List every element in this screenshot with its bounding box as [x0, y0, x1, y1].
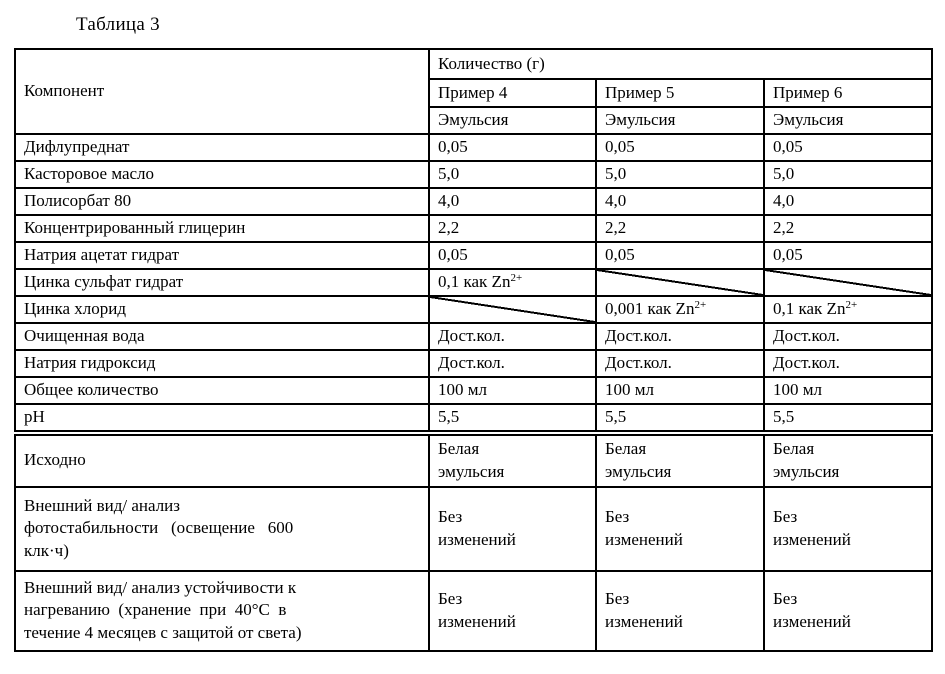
value-cell [764, 296, 932, 323]
value-cell: 4,0 [429, 188, 596, 215]
table-row-zinc-chloride [15, 296, 932, 323]
table-row-photostability [15, 487, 932, 571]
diagonal-strikethrough-cell [429, 296, 596, 323]
table-row-heat-stability [15, 571, 932, 651]
row-label: pH [15, 404, 429, 433]
table-row-zinc-sulfate [15, 269, 932, 296]
value-cell: 0,05 [596, 242, 764, 269]
value-cell: 100 мл [596, 377, 764, 404]
value-cell: 5,5 [596, 404, 764, 433]
value-cell: Без изменений [429, 571, 596, 651]
zn-superscript: 2+ [845, 299, 858, 312]
page-title: Таблица 3 [76, 14, 160, 35]
value-cell: Дост.кол. [764, 350, 932, 377]
table-row-initial [15, 433, 932, 487]
example-6-header-cell: Пример 6 [764, 79, 932, 107]
value-cell: Дост.кол. [429, 323, 596, 350]
value-cell: Дост.кол. [764, 323, 932, 350]
value-cell: Без изменений [764, 487, 932, 571]
components-table [14, 48, 933, 652]
row-label: Натрия ацетат гидрат [15, 242, 429, 269]
value-cell: Дост.кол. [596, 350, 764, 377]
row-label: Дифлупреднат [15, 134, 429, 161]
row-label: Цинка хлорид [15, 296, 429, 323]
zn-superscript: 2+ [694, 299, 707, 312]
value-cell: 100 мл [764, 377, 932, 404]
value-cell: 5,5 [429, 404, 596, 433]
value-cell: 2,2 [429, 215, 596, 242]
value-cell: Без изменений [596, 571, 764, 651]
table-row-purified-water [15, 323, 932, 350]
header-row-quantity [15, 49, 932, 79]
value-cell: Без изменений [596, 487, 764, 571]
diagonal-strikethrough-cell [764, 269, 932, 296]
value-cell [429, 269, 596, 296]
diagonal-strikethrough-cell [596, 269, 764, 296]
example-4-header-cell: Пример 4 [429, 79, 596, 107]
row-label: Очищенная вода [15, 323, 429, 350]
row-label: Внешний вид/ анализ устойчивости к нагреванию (хранение при 40°С в течение 4 месяцев с защитой от света) [15, 571, 429, 651]
form-header-cell: Эмульсия [429, 107, 596, 134]
value-cell: Дост.кол. [429, 350, 596, 377]
row-label: Касторовое масло [15, 161, 429, 188]
row-label: Общее количество [15, 377, 429, 404]
value-cell: 5,0 [596, 161, 764, 188]
example-5-header-cell: Пример 5 [596, 79, 764, 107]
table-row-polysorbate-80 [15, 188, 932, 215]
value-cell: 4,0 [764, 188, 932, 215]
value-cell: Белая эмульсия [429, 433, 596, 487]
table-row-total-quantity [15, 377, 932, 404]
zn-value-text: 0,001 как Zn [605, 299, 695, 319]
row-label: Полисорбат 80 [15, 188, 429, 215]
value-cell: 5,0 [764, 161, 932, 188]
zn-value-text: 0,1 как Zn [438, 272, 511, 292]
value-cell: Без изменений [764, 571, 932, 651]
form-header-cell: Эмульсия [596, 107, 764, 134]
row-label: Натрия гидроксид [15, 350, 429, 377]
value-cell: 4,0 [596, 188, 764, 215]
value-cell: 0,05 [596, 134, 764, 161]
table-row-difluprednate [15, 134, 932, 161]
table-row-ph [15, 404, 932, 433]
value-cell: Белая эмульсия [596, 433, 764, 487]
value-cell: 2,2 [596, 215, 764, 242]
value-cell: 100 мл [429, 377, 596, 404]
zn-value-text: 0,1 как Zn [773, 299, 846, 319]
row-label: Внешний вид/ анализ фотостабильности (освещение 600 клк·ч) [15, 487, 429, 571]
value-cell: Белая эмульсия [764, 433, 932, 487]
table-row-castor-oil [15, 161, 932, 188]
table-row-glycerin [15, 215, 932, 242]
value-cell: 5,5 [764, 404, 932, 433]
value-cell [596, 296, 764, 323]
value-cell: 0,05 [429, 134, 596, 161]
value-cell: 0,05 [429, 242, 596, 269]
value-cell: Без изменений [429, 487, 596, 571]
component-header-cell: Компонент [15, 49, 429, 134]
table-row-sodium-hydroxide [15, 350, 932, 377]
value-cell: 0,05 [764, 134, 932, 161]
row-label: Исходно [15, 433, 429, 487]
value-cell: 2,2 [764, 215, 932, 242]
value-cell: Дост.кол. [596, 323, 764, 350]
form-header-cell: Эмульсия [764, 107, 932, 134]
quantity-header-cell: Количество (г) [429, 49, 932, 79]
value-cell: 5,0 [429, 161, 596, 188]
table-row-sodium-acetate [15, 242, 932, 269]
value-cell: 0,05 [764, 242, 932, 269]
zn-superscript: 2+ [510, 272, 523, 285]
row-label: Цинка сульфат гидрат [15, 269, 429, 296]
row-label: Концентрированный глицерин [15, 215, 429, 242]
